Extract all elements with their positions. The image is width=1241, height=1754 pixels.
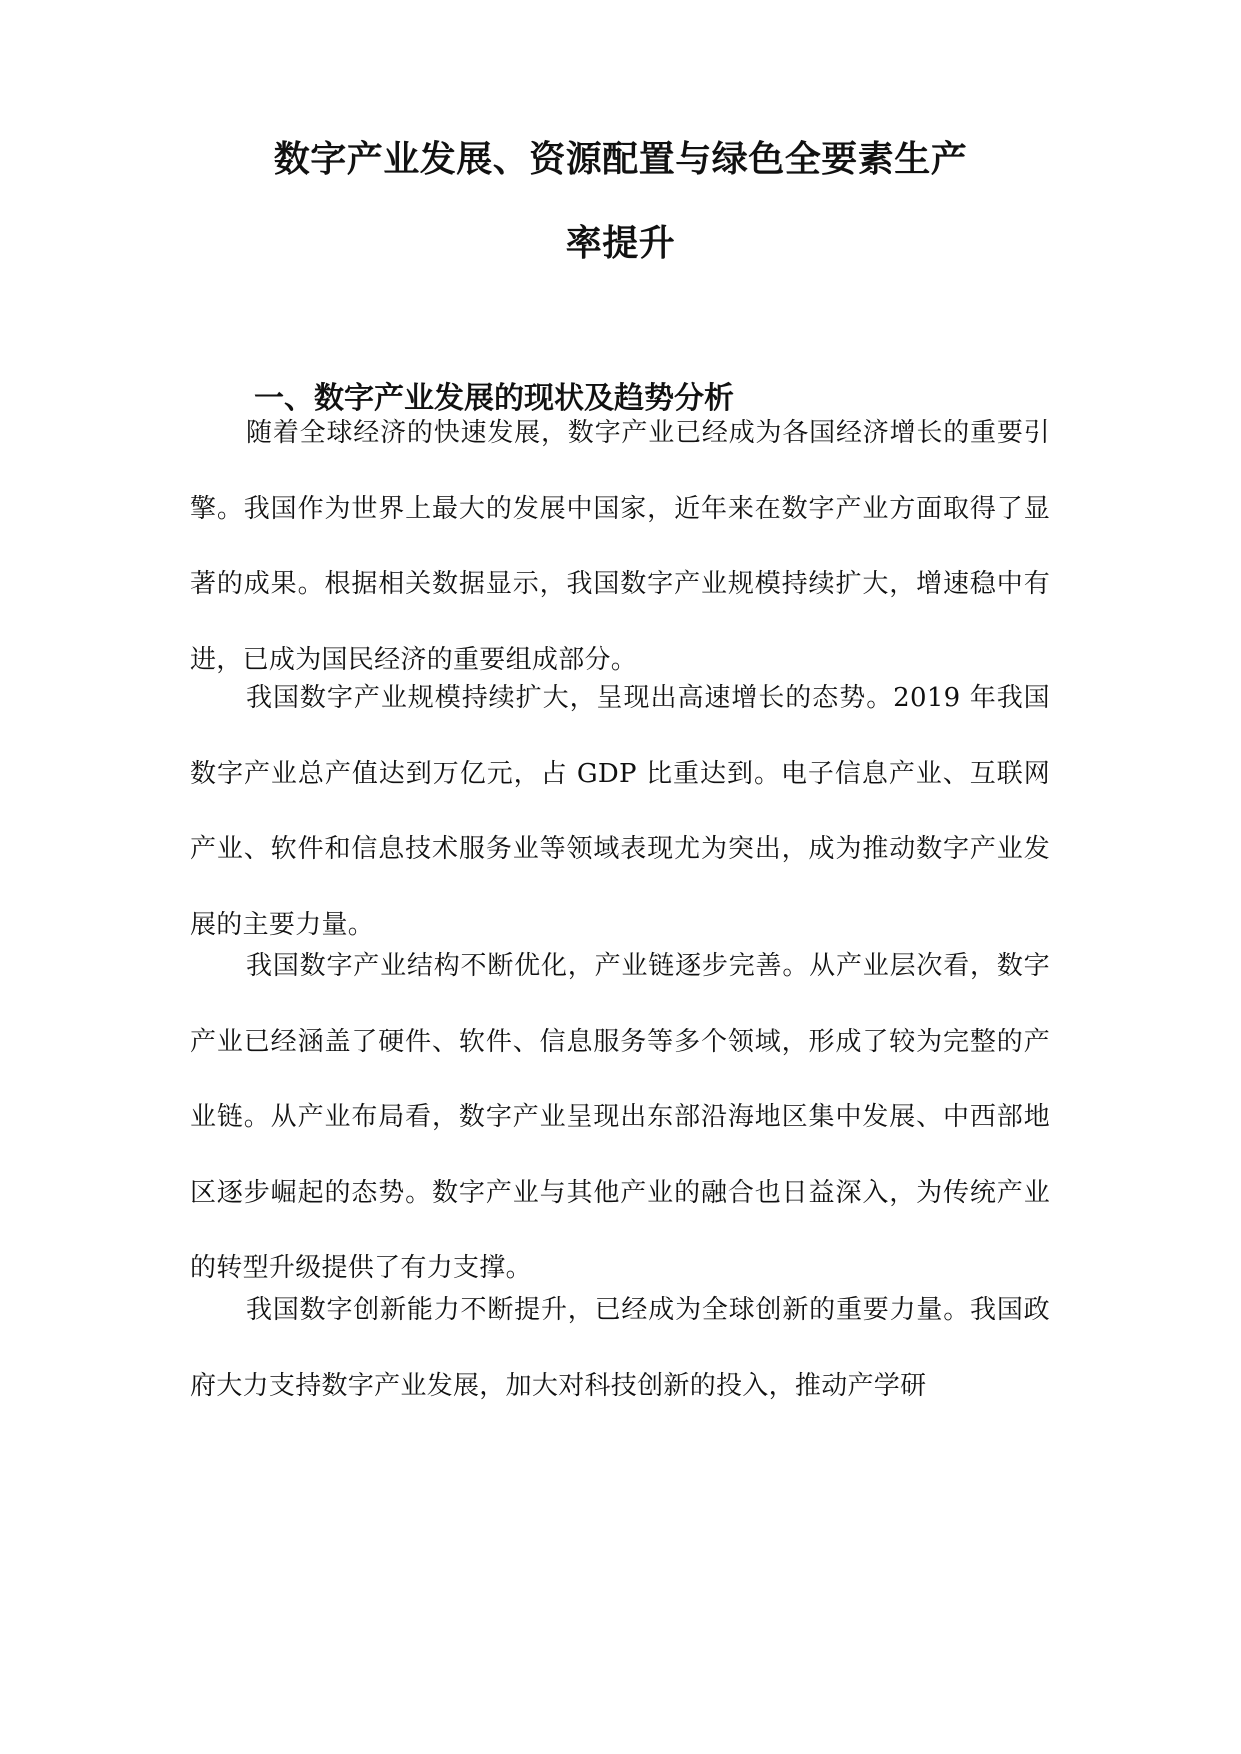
paragraph-1: 随着全球经济的快速发展，数字产业已经成为各国经济增长的重要引擎。我国作为世界上最大的发展中国家，近年来在数字产业方面取得了显著的成果。根据相关数据显示，我国数字产业规模持续扩大，增速稳中有进，已成为国民经济的重要组成部分。 bbox=[190, 418, 1050, 675]
paragraph-2: 我国数字产业规模持续扩大，呈现出高速增长的态势。2019 年我国数字产业总产值达到万亿元，占 GDP 比重达到。电子信息产业、互联网产业、软件和信息技术服务业等领域表现尤为突出，成为推动数字产业发展的主要力量。 bbox=[190, 683, 1050, 940]
document-title-line-2: 率提升 bbox=[565, 223, 676, 264]
document-title-line-1: 数字产业发展、资源配置与绿色全要素生产 bbox=[273, 139, 968, 180]
section-heading: 一、数字产业发展的现状及趋势分析 bbox=[254, 381, 734, 416]
paragraph-3: 我国数字产业结构不断优化，产业链逐步完善。从产业层次看，数字产业已经涵盖了硬件、软件、信息服务等多个领域，形成了较为完整的产业链。从产业布局看，数字产业呈现出东部沿海地区集中发展、中西部地区逐步崛起的态势。数字产业与其他产业的融合也日益深入，为传统产业的转型升级提供了有力支撑。 bbox=[190, 951, 1050, 1283]
paragraph-4: 我国数字创新能力不断提升，已经成为全球创新的重要力量。我国政府大力支持数字产业发展，加大对科技创新的投入，推动产学研 bbox=[190, 1295, 1050, 1401]
